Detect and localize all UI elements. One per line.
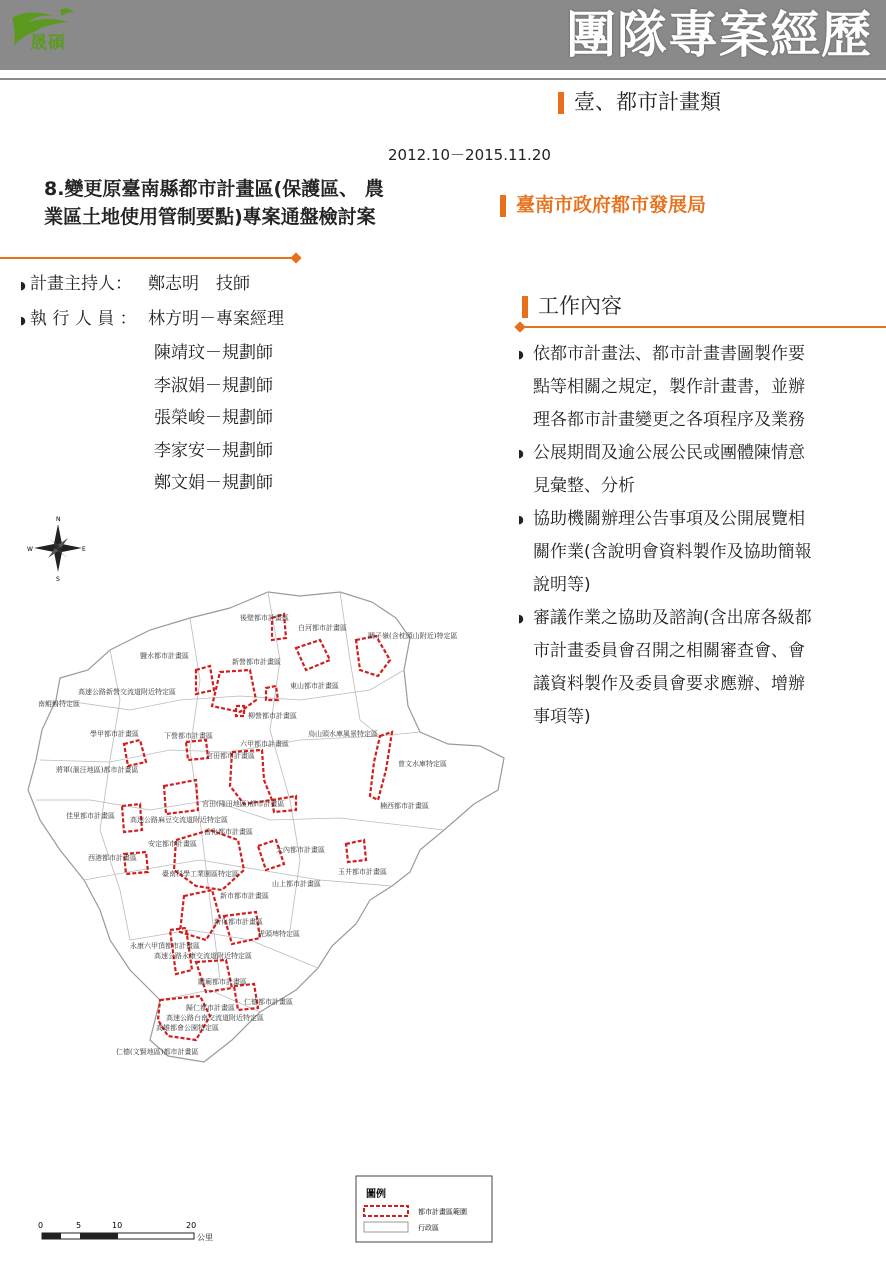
divider-right-dot [514,321,525,332]
staff-label: 執 行 人 員 ： [30,308,137,329]
header-rule [0,78,886,80]
map-label: 仁德都市計畫區 [244,998,293,1006]
map-label: 官田(隆田地區)都市計畫區 [202,800,285,808]
work-line: 公展期間及逾公展公民或團體陳情意 [533,443,805,463]
legend-swatch-district [364,1222,408,1232]
client-label: 臺南市政府都市發展局 [516,194,707,216]
map-label: 佳里都市計畫區 [66,812,115,820]
compass-s: S [56,576,60,583]
map-label: 下營都市計畫區 [164,732,213,740]
client-name [500,190,706,217]
map [0,500,520,1260]
map-label: 關子嶺(含枕頭山附近)特定區 [368,632,458,640]
work-line: 協助機關辦理公告事項及公開展覽相 [533,509,805,529]
bullet-icon: ◗ [518,348,524,361]
map-label: 高速公路麻豆交流道附近特定區 [130,816,228,824]
work-line: 議資料製作及委員會要求應辦、增辦 [533,674,805,694]
divider-left [0,257,296,259]
legend-item: 行政區 [418,1224,439,1232]
divider-left-dot [290,252,301,263]
header-divider [0,70,886,78]
map-label: 鹽水都市計畫區 [140,652,189,660]
work-line: 見彙整、分析 [533,476,635,496]
map-label: 東山都市計畫區 [290,682,339,690]
bullet-icon: ◗ [20,279,26,292]
map-label: 臺南科學工業園區特定區 [162,870,239,878]
work-heading [522,290,622,320]
map-label: 山上都市計畫區 [272,880,321,888]
map-label: 新化都市計畫區 [214,918,263,926]
leader-label: 計畫主持人： [30,274,132,294]
work-line: 依都市計畫法、都市計畫書圖製作要 [533,344,805,364]
map-label: 善化都市計畫區 [204,828,253,836]
client-bar [500,195,506,217]
map-label: 西港都市計畫區 [88,854,137,862]
compass-icon [27,516,86,583]
map-label: 高雄都會公園特定區 [156,1024,219,1032]
section-heading [558,86,721,116]
scale-unit: 公里 [197,1233,213,1242]
work-line: 理各都市計畫變更之各項程序及業務 [533,410,805,430]
work-item [518,602,863,734]
bullet-icon: ◗ [20,313,26,327]
work-line: 關作業(含說明會資料製作及協助簡報 [533,542,812,562]
map-label: 玉井都市計畫區 [338,868,387,876]
scale-label: 20 [186,1221,197,1230]
scale-bar [38,1221,213,1242]
map-label: 烏山頭水庫風景特定區 [308,730,378,738]
work-line: 審議作業之協助及諮詢(含出席各級都 [533,608,812,628]
work-item [518,503,863,602]
project-date: 2012.10－2015.11.20 [388,146,551,164]
divider-right [520,326,886,328]
staff-member: 林方明－專案經理 [148,308,284,329]
staff-member: 陳靖玟－規劃師 [154,343,273,363]
staff-member: 鄭文娟－規劃師 [154,473,273,493]
work-title: 工作內容 [538,294,622,318]
map-svg [0,500,520,1260]
work-line: 事項等) [533,707,591,727]
compass-e: E [82,546,86,553]
map-label: 新市都市計畫區 [220,892,269,900]
section-label: 壹、都市計畫類 [574,90,721,114]
team-section [20,268,284,500]
leader-name: 鄭志明 技師 [148,274,250,294]
map-label: 高速公路永康交流道附近特定區 [154,952,252,960]
work-item [518,437,863,503]
map-label: 南鯤鯓特定區 [38,700,80,708]
map-label: 高速公路台南交流道附近特定區 [166,1014,264,1022]
bullet-icon: ◗ [518,447,524,460]
work-bar [522,296,528,318]
map-label: 歸仁都市計畫區 [186,1004,235,1012]
leader-row [20,268,284,303]
map-label: 楠西都市計畫區 [380,802,429,810]
compass-n: N [56,516,61,523]
work-line: 市計畫委員會召開之相關審查會、會 [533,641,805,661]
map-label: 虎頭埤特定區 [258,930,300,938]
map-label: 大內都市計畫區 [276,846,325,854]
project-title [44,175,474,231]
page-title: 團隊專案經歷 [566,5,872,64]
project-title-line2: 業區土地使用管制要點)專案通盤檢討案 [44,206,376,228]
map-label: 安定都市計畫區 [148,840,197,848]
map-label: 關廟都市計畫區 [198,978,247,986]
legend-title: 圖例 [366,1189,386,1200]
bullet-icon: ◗ [518,612,524,625]
map-label: 新營都市計畫區 [232,658,281,666]
staff-member: 張榮峻－規劃師 [154,408,273,428]
section-bar [558,92,564,114]
staff-member: 李淑娟－規劃師 [154,375,273,396]
map-label: 高速公路新營交流道附近特定區 [78,688,176,696]
map-label: 後壁都市計畫區 [240,614,289,622]
scale-label: 10 [112,1221,123,1230]
legend-item: 都市計畫區範圍 [418,1208,467,1216]
map-label: 仁德(文賢地區)都市計畫區 [116,1048,199,1056]
work-line: 說明等) [533,575,591,595]
work-list [518,338,863,734]
map-label: 官田都市計畫區 [206,752,255,760]
map-label: 永康六甲頂都市計畫區 [130,942,200,950]
compass-w: W [27,546,33,553]
map-legend [356,1176,492,1242]
scale-label: 5 [76,1221,82,1230]
map-label: 柳營都市計畫區 [248,712,297,720]
map-label: 白河都市計畫區 [298,624,347,632]
logo-text: 晟碩 [30,33,66,53]
staff-row [20,303,284,338]
map-label: 曾文水庫特定區 [398,760,447,768]
map-label: 學甲都市計畫區 [90,730,139,738]
map-label: 將軍(漚汪地區)都市計畫區 [56,766,139,774]
work-item [518,338,863,437]
bullet-icon: ◗ [518,513,524,526]
project-title-line1: 8.變更原臺南縣都市計畫區(保護區、 農 [44,178,384,200]
work-line: 點等相關之規定，製作計畫書，並辦 [533,377,805,397]
scale-label: 0 [38,1221,44,1230]
map-label: 六甲都市計畫區 [240,740,289,748]
staff-member: 李家安－規劃師 [154,440,273,461]
